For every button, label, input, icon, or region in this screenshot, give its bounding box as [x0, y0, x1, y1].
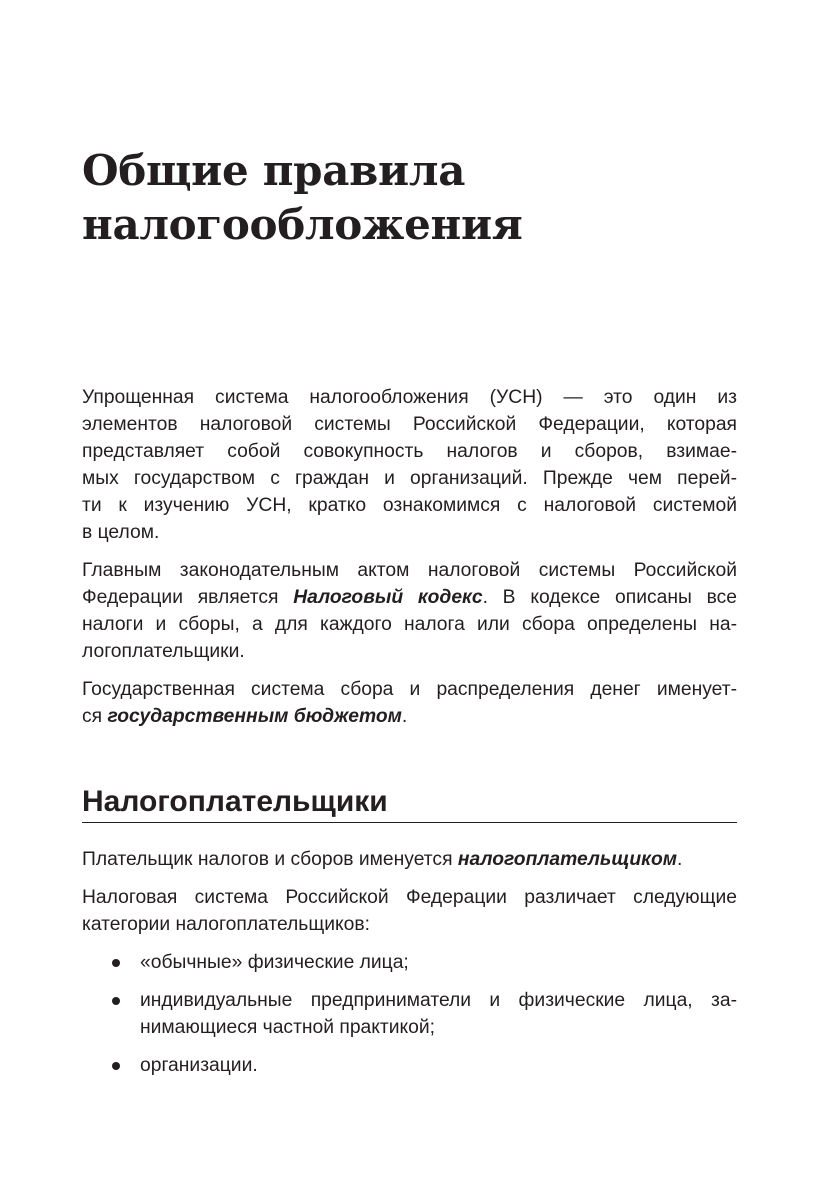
text-line: налоги и сборы, а для каждого налога или сбора определены на-: [82, 614, 737, 635]
text-line: [82, 703, 737, 730]
text-line: представляет собой совокупность налогов и сборов, взимае-: [82, 441, 737, 462]
text-line: ти к изучению УСН, кратко ознакомимся с налоговой системой: [82, 495, 737, 516]
text-line: в целом.: [82, 522, 160, 543]
section-paragraph-2: [82, 884, 737, 938]
intro-text: [82, 384, 737, 741]
text-fragment: .: [401, 706, 408, 727]
text-line: индивидуальные предприниматели и физические лица, за-: [140, 990, 737, 1011]
text-line: элементов налоговой системы Российской Федерации, которая: [82, 414, 737, 435]
list-item: [82, 949, 737, 976]
taxpayer-categories-list: [82, 949, 737, 1079]
intro-paragraph-3: [82, 676, 737, 730]
text-line: [82, 846, 737, 873]
bullet-icon: [112, 1062, 120, 1070]
chapter-title: [82, 144, 737, 252]
text-line: Главным законодательным актом налоговой системы Российской: [82, 560, 737, 581]
text-line: мых государством с граждан и организаций. Прежде чем перей-: [82, 468, 737, 489]
bullet-icon: [112, 959, 120, 967]
chapter-title-line-1: Общие правила: [82, 146, 466, 195]
list-item: [82, 1052, 737, 1079]
text-line: категории налогоплательщиков:: [82, 914, 370, 935]
term-tax-code: Налоговый кодекс: [293, 587, 483, 608]
section-body: [82, 846, 737, 1090]
text-fragment: .: [677, 849, 683, 870]
text-fragment: Плательщик налогов и сборов именуется: [82, 849, 458, 870]
intro-paragraph-2: [82, 557, 737, 665]
text-fragment: Федерации является: [82, 587, 294, 608]
list-item: [82, 987, 737, 1041]
text-fragment: ся: [82, 706, 108, 727]
section-heading: Налогоплательщики: [82, 783, 737, 823]
text-line: нимающиеся частной практикой;: [140, 1017, 436, 1038]
text-fragment: . В кодексе описаны все: [482, 587, 737, 608]
text-line: логоплательщики.: [82, 641, 245, 662]
text-line: Упрощенная система налогообложения (УСН) — это один из: [82, 387, 737, 408]
text-line: организации.: [140, 1055, 258, 1076]
chapter-title-line-2: налогообложения: [82, 200, 523, 249]
section-paragraph-1: [82, 846, 737, 873]
intro-paragraph-1: [82, 384, 737, 546]
text-line: «обычные» физические лица;: [140, 952, 409, 973]
text-line: [82, 584, 737, 611]
text-line: Налоговая система Российской Федерации различает следующие: [82, 887, 737, 908]
term-taxpayer: налогоплательщиком: [457, 849, 677, 870]
bullet-icon: [112, 997, 120, 1005]
term-state-budget: государственным бюджетом: [107, 706, 402, 727]
text-line: Государственная система сбора и распределения денег именует-: [82, 679, 737, 700]
